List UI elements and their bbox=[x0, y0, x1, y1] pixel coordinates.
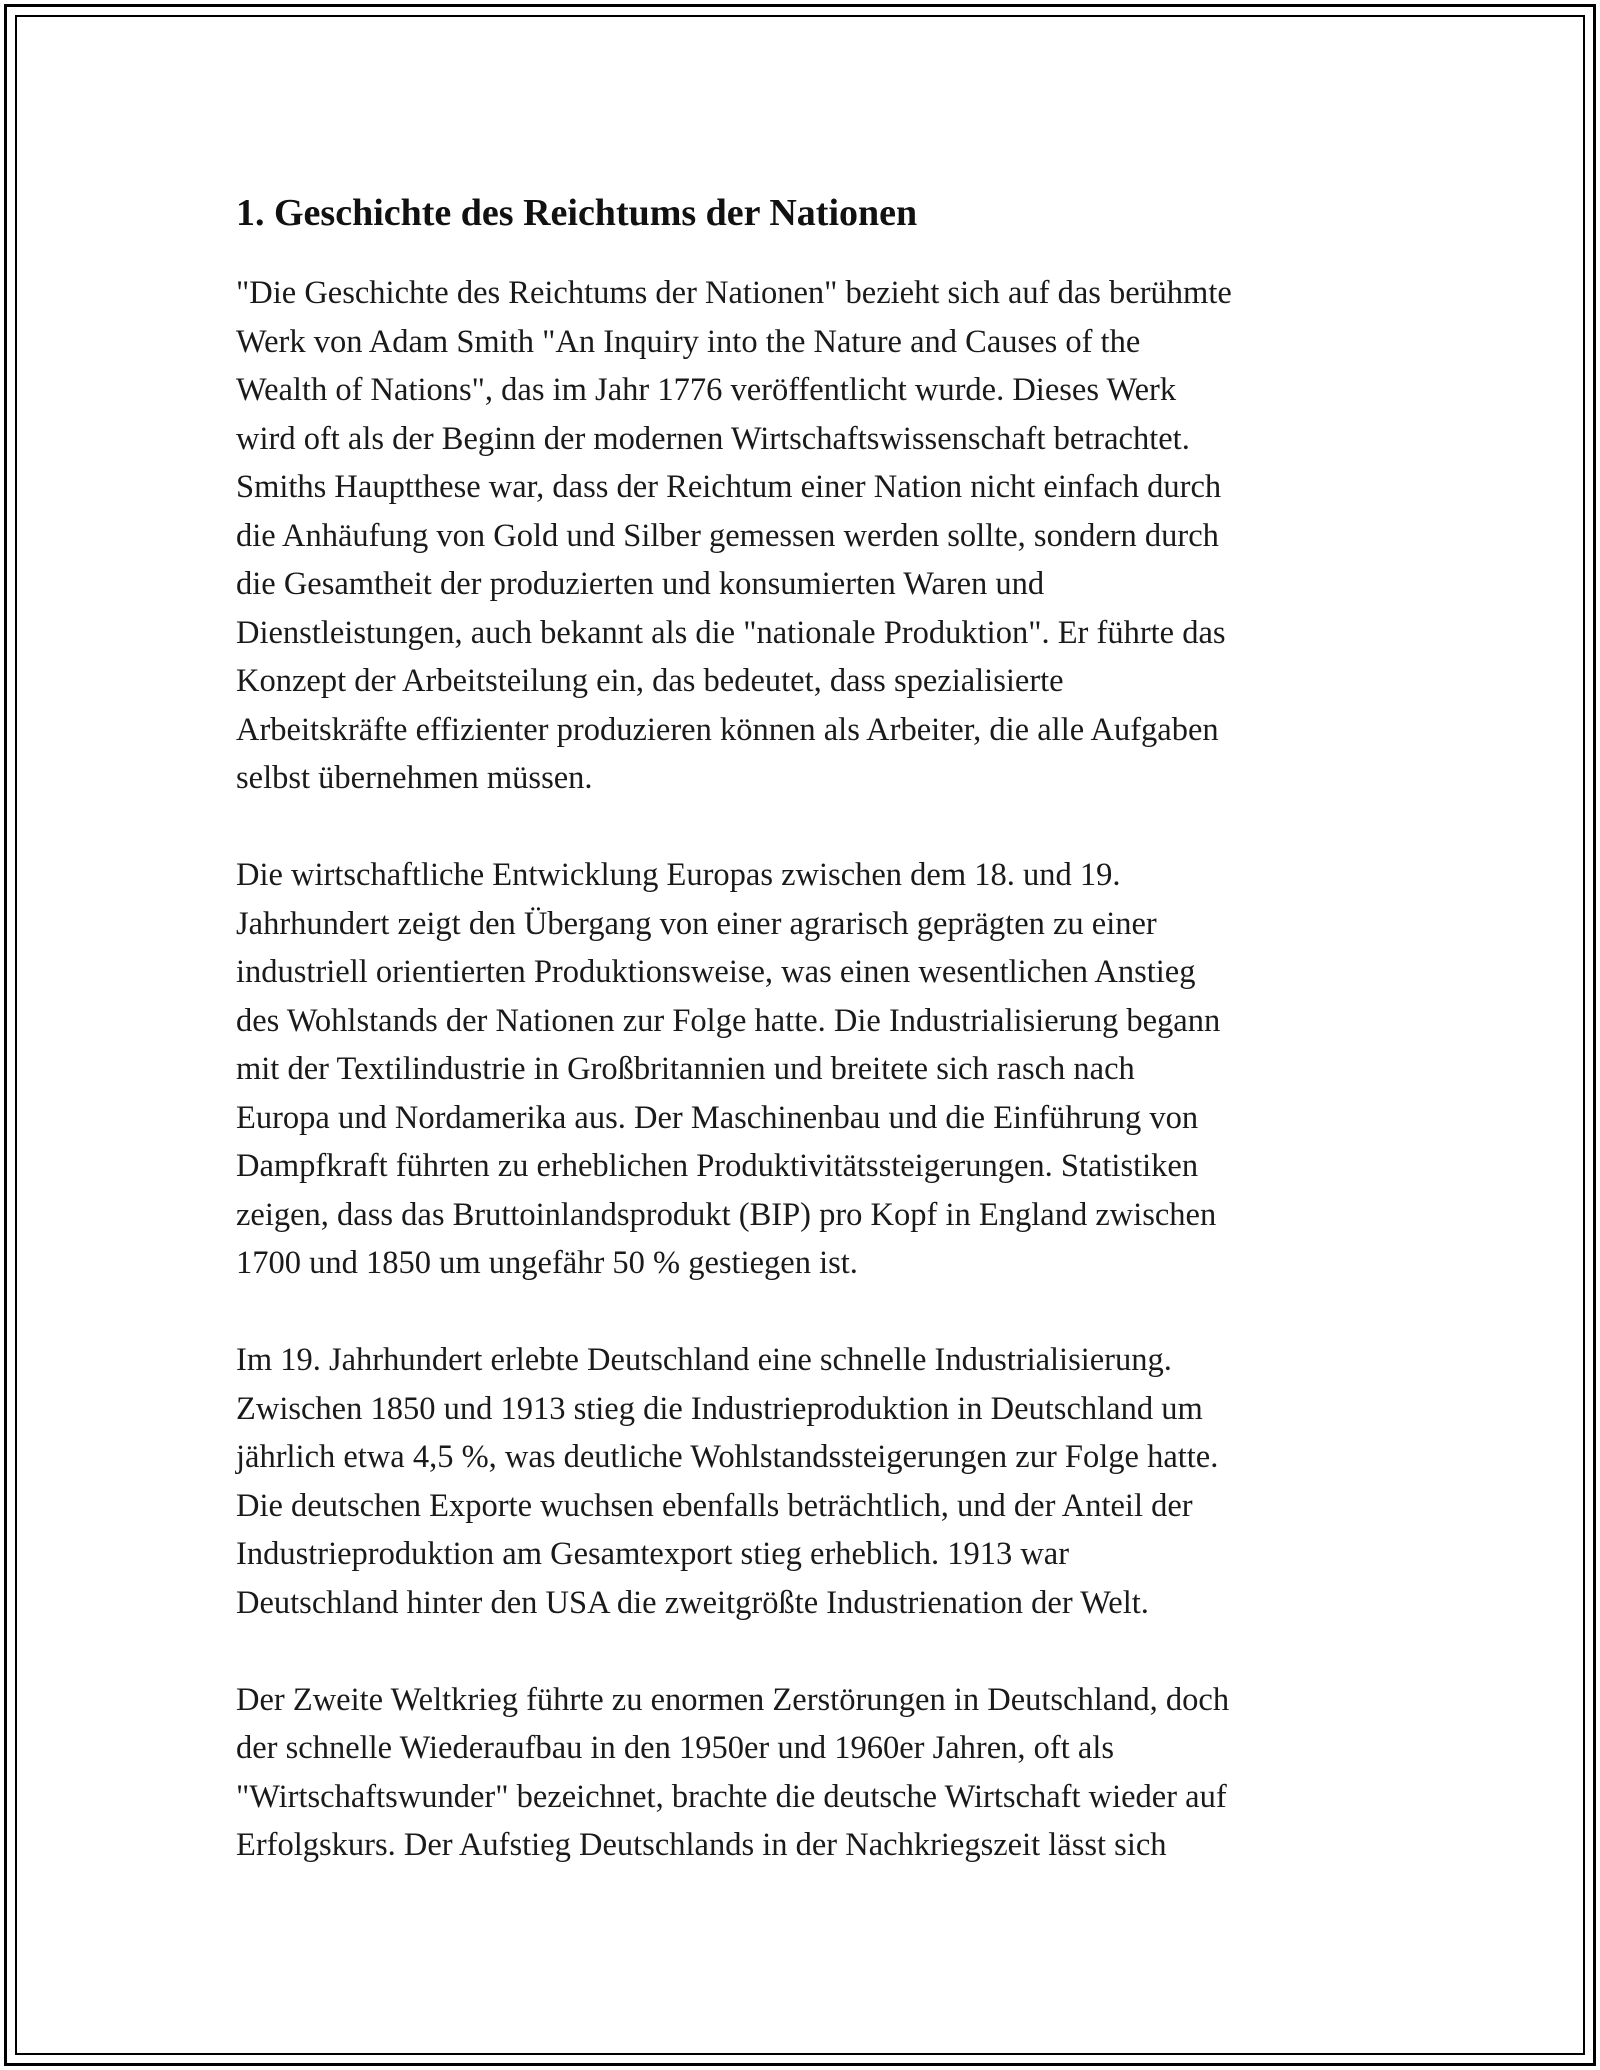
text-line: die Anhäufung von Gold und Silber gemessen werden sollte, sondern durch bbox=[236, 517, 1219, 554]
text-line: Erfolgskurs. Der Aufstieg Deutschlands in der Nachkriegszeit lässt sich bbox=[236, 1827, 1167, 1863]
text-line: industriell orientierten Produktionsweise, was einen wesentlichen Anstieg bbox=[236, 954, 1196, 990]
paragraph-4 bbox=[236, 1676, 1376, 1870]
text-line: 1700 und 1850 um ungefähr 50 % gestiegen ist. bbox=[236, 1245, 858, 1281]
text-line: Die wirtschaftliche Entwicklung Europas zwischen dem 18. und 19. bbox=[236, 857, 1121, 893]
text-line: Im 19. Jahrhundert erlebte Deutschland eine schnelle Industrialisierung. bbox=[236, 1342, 1172, 1378]
text-line: Industrieproduktion am Gesamtexport stieg erheblich. 1913 war bbox=[236, 1536, 1070, 1572]
text-line: selbst übernehmen müssen. bbox=[236, 760, 593, 796]
text-line: Die deutschen Exporte wuchsen ebenfalls beträchtlich, und der Anteil der bbox=[236, 1487, 1193, 1524]
text-line: Arbeitskräfte effizienter produzieren können als Arbeiter, die alle Aufgaben bbox=[236, 711, 1219, 748]
paragraph-3 bbox=[236, 1336, 1376, 1627]
text-line: der schnelle Wiederaufbau in den 1950er und 1960er Jahren, oft als bbox=[236, 1730, 1114, 1766]
text-line: die Gesamtheit der produzierten und konsumierten Waren und bbox=[236, 566, 1045, 602]
text-line: Dienstleistungen, auch bekannt als die "nationale Produktion". Er führte das bbox=[236, 614, 1226, 651]
text-line: Der Zweite Weltkrieg führte zu enormen Zerstörungen in Deutschland, doch bbox=[236, 1681, 1230, 1718]
section-heading: 1. Geschichte des Reichtums der Nationen bbox=[236, 192, 918, 234]
paragraph-1 bbox=[236, 269, 1376, 803]
text-line: Jahrhundert zeigt den Übergang von einer agrarisch geprägten zu einer bbox=[236, 905, 1157, 942]
text-line: "Wirtschaftswunder" bezeichnet, brachte die deutsche Wirtschaft wieder auf bbox=[236, 1778, 1227, 1815]
document-body bbox=[236, 186, 1376, 1918]
text-line: Wealth of Nations", das im Jahr 1776 veröffentlicht wurde. Dieses Werk bbox=[236, 372, 1177, 408]
text-line: Smiths Hauptthese war, dass der Reichtum einer Nation nicht einfach durch bbox=[236, 469, 1222, 505]
text-line: mit der Textilindustrie in Großbritannien und breitete sich rasch nach bbox=[236, 1051, 1135, 1087]
text-line: jährlich etwa 4,5 %, was deutliche Wohlstandssteigerungen zur Folge hatte. bbox=[236, 1439, 1219, 1475]
text-line: Werk von Adam Smith "An Inquiry into the Nature and Causes of the bbox=[236, 323, 1141, 360]
text-line: "Die Geschichte des Reichtums der Nationen" bezieht sich auf das berühmte bbox=[236, 275, 1232, 311]
text-line: Europa und Nordamerika aus. Der Maschinenbau und die Einführung von bbox=[236, 1099, 1199, 1136]
text-line: Dampfkraft führten zu erheblichen Produktivitätssteigerungen. Statistiken bbox=[236, 1148, 1199, 1184]
text-line: wird oft als der Beginn der modernen Wirtschaftswissenschaft betrachtet. bbox=[236, 420, 1190, 457]
text-line: Konzept der Arbeitsteilung ein, das bedeutet, dass spezialisierte bbox=[236, 663, 1064, 699]
text-line: Zwischen 1850 und 1913 stieg die Industrieproduktion in Deutschland um bbox=[236, 1390, 1203, 1427]
text-line: Deutschland hinter den USA die zweitgrößte Industrienation der Welt. bbox=[236, 1584, 1149, 1621]
text-line: des Wohlstands der Nationen zur Folge hatte. Die Industrialisierung begann bbox=[236, 1002, 1221, 1039]
paragraph-2 bbox=[236, 851, 1376, 1288]
text-line: zeigen, dass das Bruttoinlandsprodukt (BIP) pro Kopf in England zwischen bbox=[236, 1196, 1217, 1233]
